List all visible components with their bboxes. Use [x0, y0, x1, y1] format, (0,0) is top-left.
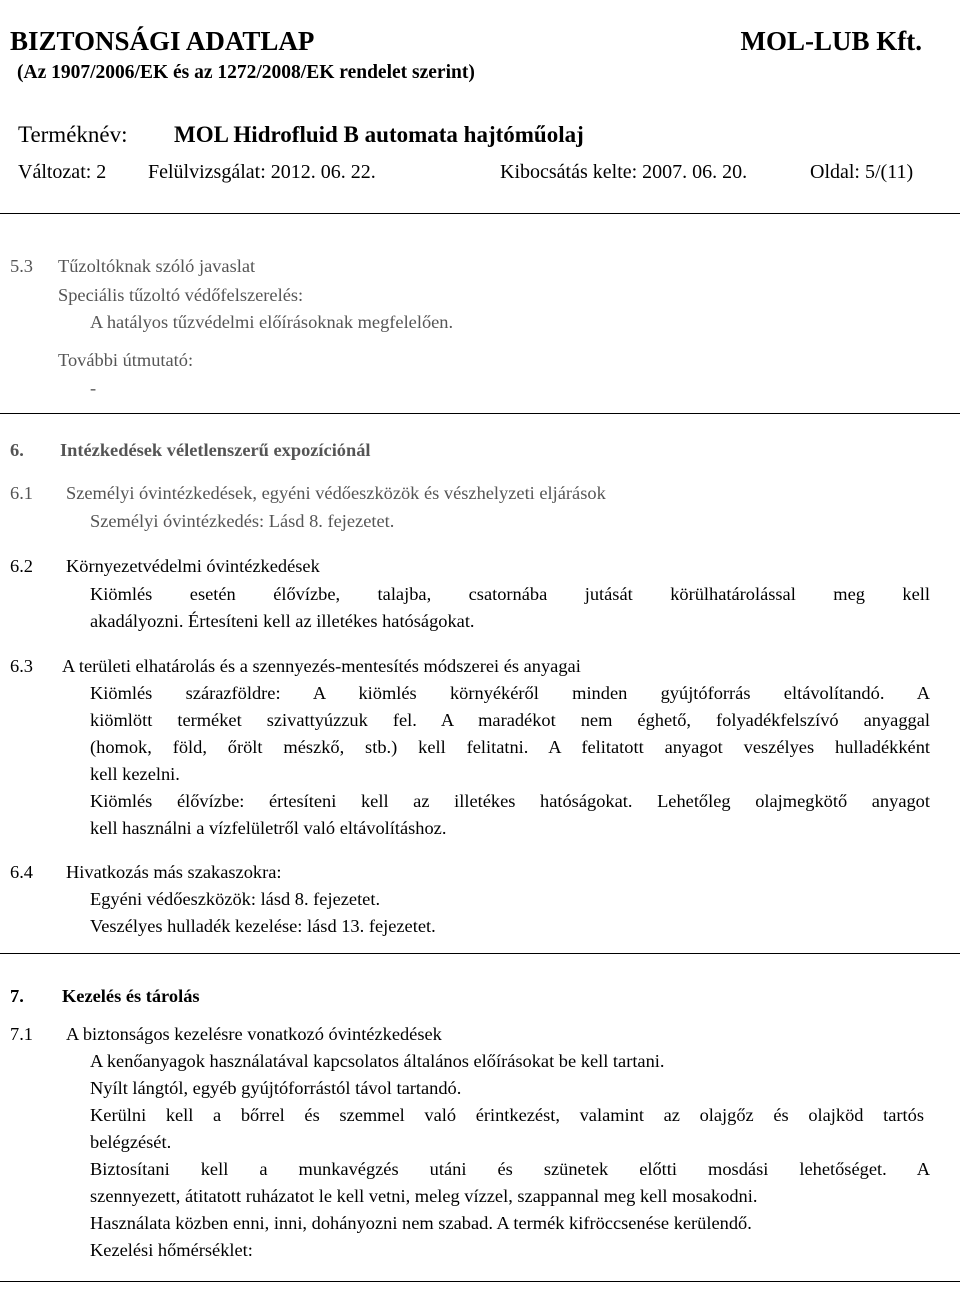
- issue-date: Kibocsátás kelte: 2007. 06. 20.: [500, 161, 748, 183]
- section-6-4-title: Hivatkozás más szakaszokra:: [66, 862, 282, 882]
- section-6-3-line-4: kell kezelni.: [90, 764, 180, 784]
- header-divider: [0, 213, 960, 214]
- section-7-1-line-3: Kerülni kell a bőrrel és szemmel való érintkezést, valamint az olajgőz és olajköd tartós: [90, 1105, 924, 1125]
- section-7-title: Kezelés és tárolás: [62, 986, 200, 1006]
- section-6-title: Intézkedések véletlenszerű expozíciónál: [60, 440, 371, 460]
- section-7-1-title: A biztonságos kezelésre vonatkozó óvintézkedések: [66, 1024, 442, 1044]
- section-7-1-line-7: Használata közben enni, inni, dohányozni nem szabad. A termék kifröccsenése kerülendő.: [90, 1213, 752, 1233]
- footer-divider: [0, 1281, 960, 1282]
- section-6-number: 6.: [10, 440, 24, 460]
- section-6-3-line-5: Kiömlés élővízbe: értesíteni kell az illetékes hatóságokat. Lehetőleg olajmegkötő anyagot: [90, 791, 930, 811]
- section-6-3-number: 6.3: [10, 656, 33, 676]
- section-6-1-number: 6.1: [10, 483, 33, 503]
- company-name: MOL-LUB Kft.: [740, 26, 922, 56]
- section-7-1-line-1: A kenőanyagok használatával kapcsolatos általános előírásokat be kell tartani.: [90, 1051, 665, 1071]
- section-7-1-number: 7.1: [10, 1024, 33, 1044]
- section-6-1-title: Személyi óvintézkedések, egyéni védőeszközök és vészhelyzeti eljárások: [66, 483, 606, 503]
- section-7-1-line-5: Biztosítani kell a munkavégzés utáni és szünetek előtti mosdási lehetőséget. A: [90, 1159, 930, 1179]
- product-name-label: Terméknév:: [18, 122, 128, 147]
- revision-date: Felülvizsgálat: 2012. 06. 22.: [148, 161, 376, 183]
- section-6-3-line-1: Kiömlés szárazföldre: A kiömlés környékéről minden gyújtóforrás eltávolítandó. A: [90, 683, 930, 703]
- section-6-4-line-2: Veszélyes hulladék kezelése: lásd 13. fejezetet.: [90, 916, 436, 936]
- section-6-2-line-1: Kiömlés esetén élővízbe, talajba, csatornába jutását körülhatárolással meg kell: [90, 584, 930, 604]
- regulation-reference: (Az 1907/2006/EK és az 1272/2008/EK rendelet szerint): [17, 62, 475, 83]
- section-6-2-line-2: akadályozni. Értesíteni kell az illetékes hatóságokat.: [90, 611, 475, 631]
- further-guidance-label: További útmutató:: [58, 350, 194, 370]
- section-6-2-number: 6.2: [10, 556, 33, 576]
- section-6-4-line-1: Egyéni védőeszközök: lásd 8. fejezetet.: [90, 889, 381, 909]
- section-7-1-line-8: Kezelési hőmérséklet:: [90, 1240, 253, 1260]
- section-6-3-line-6: kell használni a vízfelületről való eltávolításhoz.: [90, 818, 447, 838]
- section-5-3-number: 5.3: [10, 256, 33, 276]
- fire-equipment-text: A hatályos tűzvédelmi előírásoknak megfelelően.: [90, 312, 454, 332]
- section-6-3-line-2: kiömlött terméket szivattyúzzuk fel. A maradékot nem éghető, folyadékfelszívó anyaggal: [90, 710, 930, 730]
- section-7-1-line-6: szennyezett, átitatott ruházatot le kell vetni, meleg vízzel, szappannal meg kell mosakodni.: [90, 1186, 758, 1206]
- page-number: Oldal: 5/(11): [810, 161, 914, 183]
- section-divider: [0, 953, 960, 954]
- section-divider: [0, 413, 960, 414]
- section-6-1-text: Személyi óvintézkedés: Lásd 8. fejezetet.: [90, 511, 395, 531]
- section-7-1-line-4: belégzését.: [90, 1132, 172, 1152]
- section-6-3-title: A területi elhatárolás és a szennyezés-mentesítés módszerei és anyagai: [62, 656, 581, 676]
- document-title: BIZTONSÁGI ADATLAP: [10, 26, 315, 56]
- section-6-4-number: 6.4: [10, 862, 33, 882]
- section-7-1-line-2: Nyílt lángtól, egyéb gyújtóforrástól távol tartandó.: [90, 1078, 462, 1098]
- section-7-number: 7.: [10, 986, 24, 1006]
- further-guidance-text: -: [90, 378, 97, 398]
- section-6-3-line-3: (homok, föld, őrölt mészkő, stb.) kell felitatni. A felitatott anyagot veszélyes hulladékként: [90, 737, 930, 757]
- fire-equipment-label: Speciális tűzoltó védőfelszerelés:: [58, 285, 304, 305]
- section-5-3-title: Tűzoltóknak szóló javaslat: [58, 256, 256, 276]
- version: Változat: 2: [18, 161, 107, 183]
- product-name: MOL Hidrofluid B automata hajtóműolaj: [174, 122, 584, 147]
- section-6-2-title: Környezetvédelmi óvintézkedések: [66, 556, 320, 576]
